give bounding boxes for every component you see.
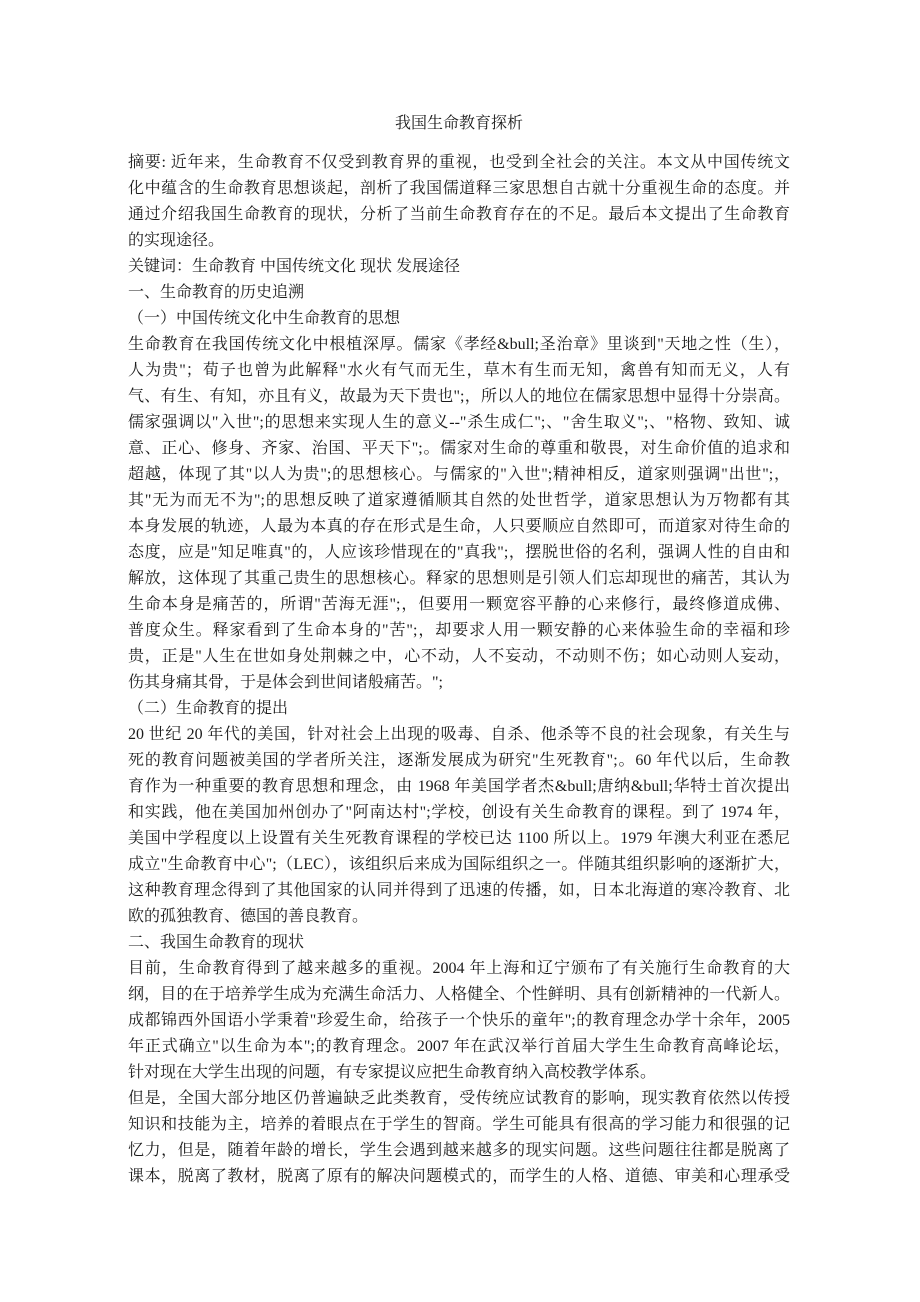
text-line: 成都锦西外国语小学秉着"珍爱生命，给孩子一个快乐的童年";的教育理念办学十余年，2005 xyxy=(128,1012,790,1029)
text-line: 课本，脱离了教材，脱离了原有的解决问题模式的，而学生的人格、道德、审美和心理承受 xyxy=(128,1168,790,1185)
paragraph-heading xyxy=(128,930,790,956)
text-line: 气、有生、有知，亦且有义，故最为天下贵也";，所以人的地位在儒家思想中显得十分崇高。 xyxy=(128,388,790,405)
text-line: 育作为一种重要的教育思想和理念，由 1968 年美国学者杰&bull;唐纳&bull;华特士首次提出 xyxy=(128,778,790,795)
paragraph-body xyxy=(128,956,790,1086)
text-line: 忆力，但是，随着年龄的增长，学生会遇到越来越多的现实问题。这些问题往往都是脱离了 xyxy=(128,1142,790,1159)
paragraph-keywords xyxy=(128,254,790,280)
text-line: 针对现在大学生出现的问题，有专家提议应把生命教育纳入高校教学体系。 xyxy=(128,1064,657,1081)
text-line: 年正式确立"以生命为本";的教育理念。2007 年在武汉举行首届大学生生命教育高峰论坛， xyxy=(128,1038,790,1055)
text-line: 本身发展的轨迹，人最为本真的存在形式是生命，人只要顺应自然即可，而道家对待生命的 xyxy=(128,518,790,535)
text-line: 关键词：生命教育 中国传统文化 现状 发展途径 xyxy=(128,258,461,275)
paragraph-subheading xyxy=(128,306,790,332)
text-line: 意、正心、修身、齐家、治国、平天下";。儒家对生命的尊重和敬畏，对生命价值的追求和 xyxy=(128,440,790,457)
text-line: 伤其身痛其骨，于是体会到世间诸般痛苦。"; xyxy=(128,674,443,691)
text-line: 超越，体现了其"以人为贵";的思想核心。与儒家的"入世";精神相反，道家则强调"出世";， xyxy=(128,466,790,483)
text-line: 生命本身是痛苦的，所谓"苦海无涯";，但要用一颗宽容平静的心来修行，最终修道成佛、 xyxy=(128,596,790,613)
text-line: 普度众生。释家看到了生命本身的"苦";，却要求人用一颗安静的心来体验生命的幸福和珍 xyxy=(128,622,790,639)
text-line: 通过介绍我国生命教育的现状，分析了当前生命教育存在的不足。最后本文提出了生命教育 xyxy=(128,206,790,223)
text-line: 知识和技能为主，培养的着眼点在于学生的智商。学生可能具有很高的学习能力和很强的记 xyxy=(128,1116,790,1133)
paragraph-abstract xyxy=(128,150,790,254)
text-line: 一、生命教育的历史追溯 xyxy=(128,284,305,301)
text-line: 目前，生命教育得到了越来越多的重视。2004 年上海和辽宁颁布了有关施行生命教育的大 xyxy=(128,960,790,977)
text-line: 这种教育理念得到了其他国家的认同并得到了迅速的传播，如，日本北海道的寒冷教育、北 xyxy=(128,882,790,899)
paragraph-subheading xyxy=(128,696,790,722)
text-line: 和实践，他在美国加州创办了"阿南达村";学校，创设有关生命教育的课程。到了 1974 年， xyxy=(128,804,790,821)
text-line: （一）中国传统文化中生命教育的思想 xyxy=(128,310,401,327)
text-line: 但是，全国大部分地区仍普遍缺乏此类教育，受传统应试教育的影响，现实教育依然以传授 xyxy=(128,1090,790,1107)
text-line: 成立"生命教育中心";（LEC），该组织后来成为国际组织之一。伴随其组织影响的逐渐扩大， xyxy=(128,856,790,873)
text-line: 生命教育在我国传统文化中根植深厚。儒家《孝经&bull;圣治章》里谈到"天地之性（生）， xyxy=(128,336,790,353)
paragraph-body xyxy=(128,1086,790,1190)
document-title: 我国生命教育探析 xyxy=(394,115,523,132)
paragraph-body xyxy=(128,332,790,696)
text-line: 儒家强调以"入世";的思想来实现人生的意义--"杀生成仁";、"舍生取义";、"格物、致知、诚 xyxy=(128,414,790,431)
text-line: 贵，正是"人生在世如身处荆棘之中，心不动，人不妄动，不动则不伤；如心动则人妄动， xyxy=(128,648,790,665)
text-line: 化中蕴含的生命教育思想谈起，剖析了我国儒道释三家思想自古就十分重视生命的态度。并 xyxy=(128,180,790,197)
text-line: 人为贵"；荀子也曾为此解释"水火有气而无生，草木有生而无知，禽兽有知而无义，人有 xyxy=(128,362,790,379)
text-line: （二）生命教育的提出 xyxy=(128,700,289,717)
text-line: 死的教育问题被美国的学者所关注，逐渐发展成为研究"生死教育";。60 年代以后，生命教 xyxy=(128,752,790,769)
text-line: 态度，应是"知足唯真"的，人应该珍惜现在的"真我";，摆脱世俗的名利，强调人性的自由和 xyxy=(128,544,790,561)
paragraph-heading xyxy=(128,280,790,306)
text-line: 20 世纪 20 年代的美国，针对社会上出现的吸毒、自杀、他杀等不良的社会现象，有关生与 xyxy=(128,726,790,743)
text-line: 欧的孤独教育、德国的善良教育。 xyxy=(128,908,369,925)
text-line: 摘要: 近年来，生命教育不仅受到教育界的重视，也受到全社会的关注。本文从中国传统文 xyxy=(128,154,790,171)
text-line: 解放，这体现了其重己贵生的思想核心。释家的思想则是引领人们忘却现世的痛苦，其认为 xyxy=(128,570,790,587)
text-line: 美国中学程度以上设置有关生死教育课程的学校已达 1100 所以上。1979 年澳大利亚在悉尼 xyxy=(128,830,790,847)
text-line: 二、我国生命教育的现状 xyxy=(128,934,305,951)
document-content xyxy=(128,111,790,1190)
document-body xyxy=(128,150,790,1190)
text-line: 纲，目的在于培养学生成为充满生命活力、人格健全、个性鲜明、具有创新精神的一代新人。 xyxy=(128,986,790,1003)
text-line: 其"无为而无不为";的思想反映了道家遵循顺其自然的处世哲学，道家思想认为万物都有其 xyxy=(128,492,790,509)
paragraph-body xyxy=(128,722,790,930)
text-line: 的实现途径。 xyxy=(128,232,225,249)
